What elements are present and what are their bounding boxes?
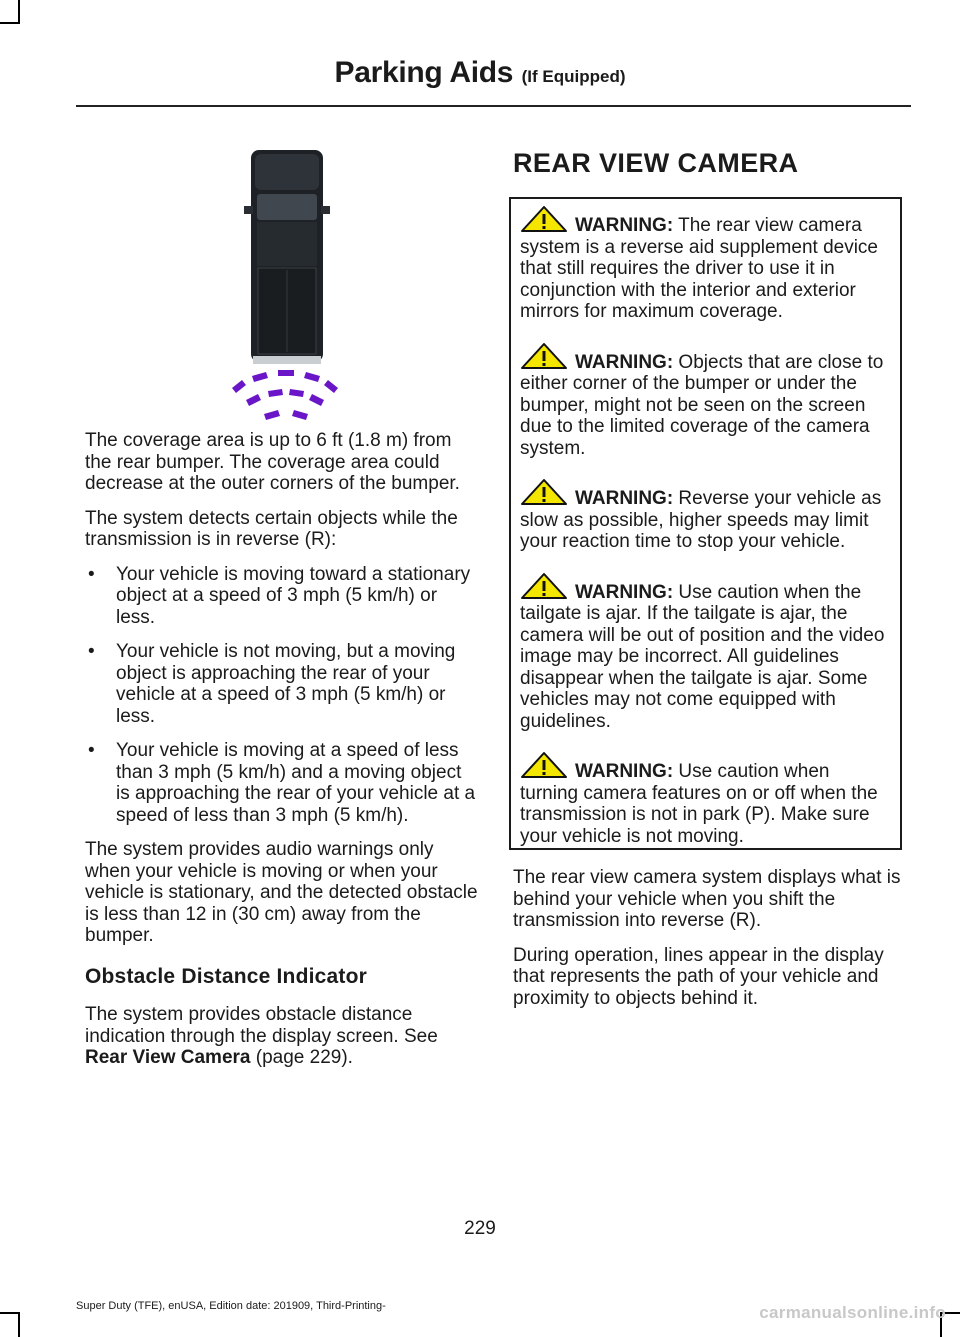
camera-display-paragraph: The rear view camera system displays what is behind your vehicle when you shift the transmission into reverse (R). xyxy=(513,867,901,931)
rear-view-camera-link[interactable]: Rear View Camera xyxy=(85,1047,251,1068)
obstacle-indicator-paragraph xyxy=(85,1004,479,1069)
crop-mark xyxy=(18,0,20,24)
page-number: 229 xyxy=(464,1218,496,1239)
obstacle-indicator-heading: Obstacle Distance Indicator xyxy=(85,964,367,988)
warning-triangle-icon xyxy=(520,342,569,370)
guidelines-paragraph: During operation, lines appear in the display that represents the path of your vehicle and proximity to objects behind it. xyxy=(513,944,884,1009)
warning-box xyxy=(509,197,902,850)
list-item-text: Your vehicle is not moving, but a moving object is approaching the rear of your vehicle at a speed of 3 mph (5 km/h) or less. xyxy=(116,641,456,727)
warning-label: WARNING: xyxy=(575,761,674,782)
warning-text: Reverse your vehicle as slow as possible, higher speeds may limit your reaction time to stop your vehicle. xyxy=(520,488,882,552)
warning-label: WARNING: xyxy=(575,488,674,509)
left-column xyxy=(85,430,479,1082)
list-item-text: Your vehicle is moving at a speed of less than 3 mph (5 km/h) and a moving object is approaching the rear of your vehicle at a speed of less than 3 mph (5 km/h). xyxy=(116,740,476,826)
crop-mark xyxy=(0,22,18,24)
detection-paragraph: The system detects certain objects while the transmission is in reverse (R): xyxy=(85,507,458,550)
warning-item xyxy=(520,751,892,847)
warning-item xyxy=(520,478,892,553)
audio-warning-paragraph: The system provides audio warnings only when your vehicle is moving or when your vehicle is stationary, and the detected obstacle is less than 12 in (30 cm) away from the bumper. xyxy=(85,839,478,946)
warning-label: WARNING: xyxy=(575,351,674,373)
warning-text: Objects that are close to either corner of the bumper or under the bumper, might not be seen on the screen due to the limited coverage of the camera system. xyxy=(520,351,884,459)
list-item xyxy=(85,740,479,826)
warning-item xyxy=(520,205,892,323)
bullet-icon: • xyxy=(88,740,95,761)
list-item-text: Your vehicle is moving toward a stationary object at a speed of 3 mph (5 km/h) or less. xyxy=(116,563,471,628)
warning-text: Use caution when turning camera features on or off when the transmission is not in park (P). Make sure your vehicle is not moving. xyxy=(520,761,878,847)
right-column xyxy=(513,867,907,1022)
page-title: Parking Aids xyxy=(334,56,514,89)
paragraph-text: (page 229). xyxy=(250,1047,353,1068)
page-header xyxy=(0,56,960,90)
warning-text: Use caution when the tailgate is ajar. If the tailgate is ajar, the camera will be out of position and the video image may be incorrect. All guidelines disappear when the tailgate is ajar. Some vehicles may not come equipped with guidelines. xyxy=(520,581,885,732)
warning-triangle-icon xyxy=(520,478,569,506)
bullet-icon: • xyxy=(88,641,95,662)
page-subtitle: (If Equipped) xyxy=(521,67,626,86)
list-item xyxy=(85,564,479,629)
warning-item xyxy=(520,342,892,460)
warning-label: WARNING: xyxy=(575,581,674,603)
crop-mark xyxy=(0,1312,18,1314)
section-title: REAR VIEW CAMERA xyxy=(513,148,799,178)
crop-mark xyxy=(18,1312,20,1337)
warning-triangle-icon xyxy=(520,572,569,600)
site-watermark: carmanualsonline.info xyxy=(759,1303,946,1322)
warning-item xyxy=(520,572,892,733)
warning-triangle-icon xyxy=(520,205,569,233)
vehicle-sensor-illustration xyxy=(228,148,346,420)
edition-info: Super Duty (TFE), enUSA, Edition date: 201909, Third-Printing- xyxy=(76,1300,386,1312)
warning-text: The rear view camera system is a reverse aid supplement device that still requires the driver to use it in conjunction with the interior and exterior mirrors for maximum coverage. xyxy=(520,215,878,322)
list-item xyxy=(85,641,479,727)
bullet-icon: • xyxy=(88,563,95,585)
warning-triangle-icon xyxy=(520,751,569,779)
warning-label: WARNING: xyxy=(575,215,674,236)
coverage-paragraph: The coverage area is up to 6 ft (1.8 m) from the rear bumper. The coverage area could decrease at the outer corners of the bumper. xyxy=(85,430,460,494)
paragraph-text: The system provides obstacle distance indication through the display screen. See xyxy=(85,1004,438,1047)
header-divider xyxy=(76,105,911,107)
